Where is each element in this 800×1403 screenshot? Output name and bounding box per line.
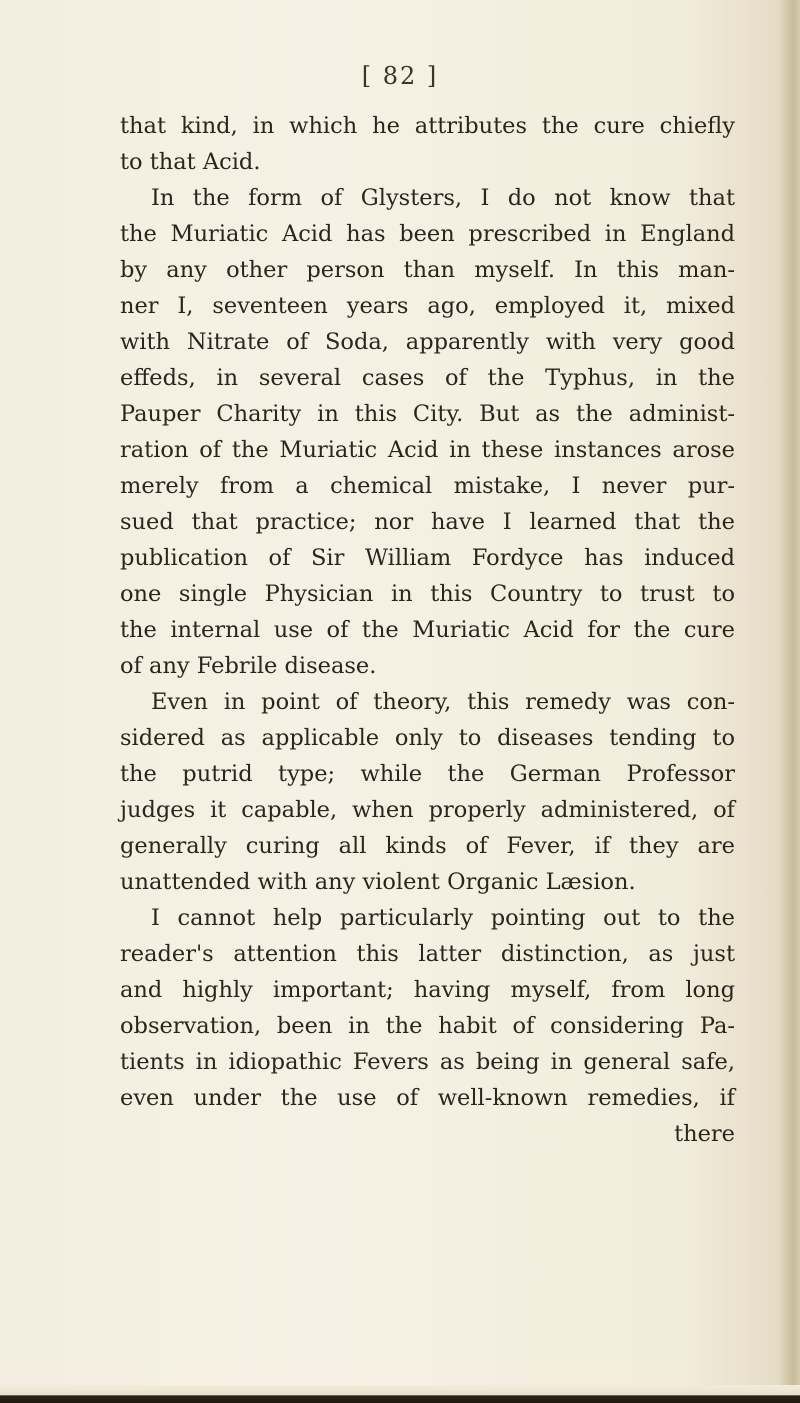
text-line: Pauper Charity in this City. But as the administ- [120, 401, 735, 427]
page-bottom-edge [0, 1385, 800, 1403]
text-line: I cannot help particularly pointing out to the [151, 905, 735, 931]
body-text [120, 108, 735, 1152]
text-line: observation, been in the habit of considering Pa- [120, 1013, 735, 1039]
text-line: to that Acid. [120, 149, 261, 175]
text-line: generally curing all kinds of Fever, if they are [120, 833, 735, 859]
text-line: and highly important; having myself, from long [120, 977, 735, 1003]
text-line: judges it capable, when properly administered, of [120, 797, 735, 823]
text-line: that kind, in which he attributes the cure chiefly [120, 113, 735, 139]
text-line: by any other person than myself. In this man- [120, 257, 735, 283]
text-line: ner I, seventeen years ago, employed it, mixed [120, 293, 735, 319]
text-line: effeds, in several cases of the Typhus, in the [120, 365, 735, 391]
text-line: ration of the Muriatic Acid in these instances arose [120, 437, 735, 463]
catchword: there [674, 1121, 735, 1147]
text-line: merely from a chemical mistake, I never pur- [120, 473, 735, 499]
text-line: Even in point of theory, this remedy was con- [151, 689, 735, 715]
text-line: publication of Sir William Fordyce has induced [120, 545, 735, 571]
text-line: sued that practice; nor have I learned that the [120, 509, 735, 535]
text-line: tients in idiopathic Fevers as being in general safe, [120, 1049, 735, 1075]
text-line: the internal use of the Muriatic Acid for the cure [120, 617, 735, 643]
text-line: unattended with any violent Organic Læsion. [120, 869, 636, 895]
text-line: reader's attention this latter distinction, as just [120, 941, 735, 967]
text-line: of any Febrile disease. [120, 653, 377, 679]
text-line: with Nitrate of Soda, apparently with very good [120, 329, 735, 355]
text-line: sidered as applicable only to diseases tending to [120, 725, 735, 751]
text-line: the Muriatic Acid has been prescribed in England [120, 221, 735, 247]
page-number: [ 82 ] [361, 62, 439, 90]
page-edge-shadow [778, 0, 800, 1403]
text-line: the putrid type; while the German Professor [120, 761, 735, 787]
text-line: even under the use of well-known remedies, if [120, 1085, 735, 1111]
text-line: one single Physician in this Country to trust to [120, 581, 735, 607]
text-line: In the form of Glysters, I do not know that [151, 185, 735, 211]
